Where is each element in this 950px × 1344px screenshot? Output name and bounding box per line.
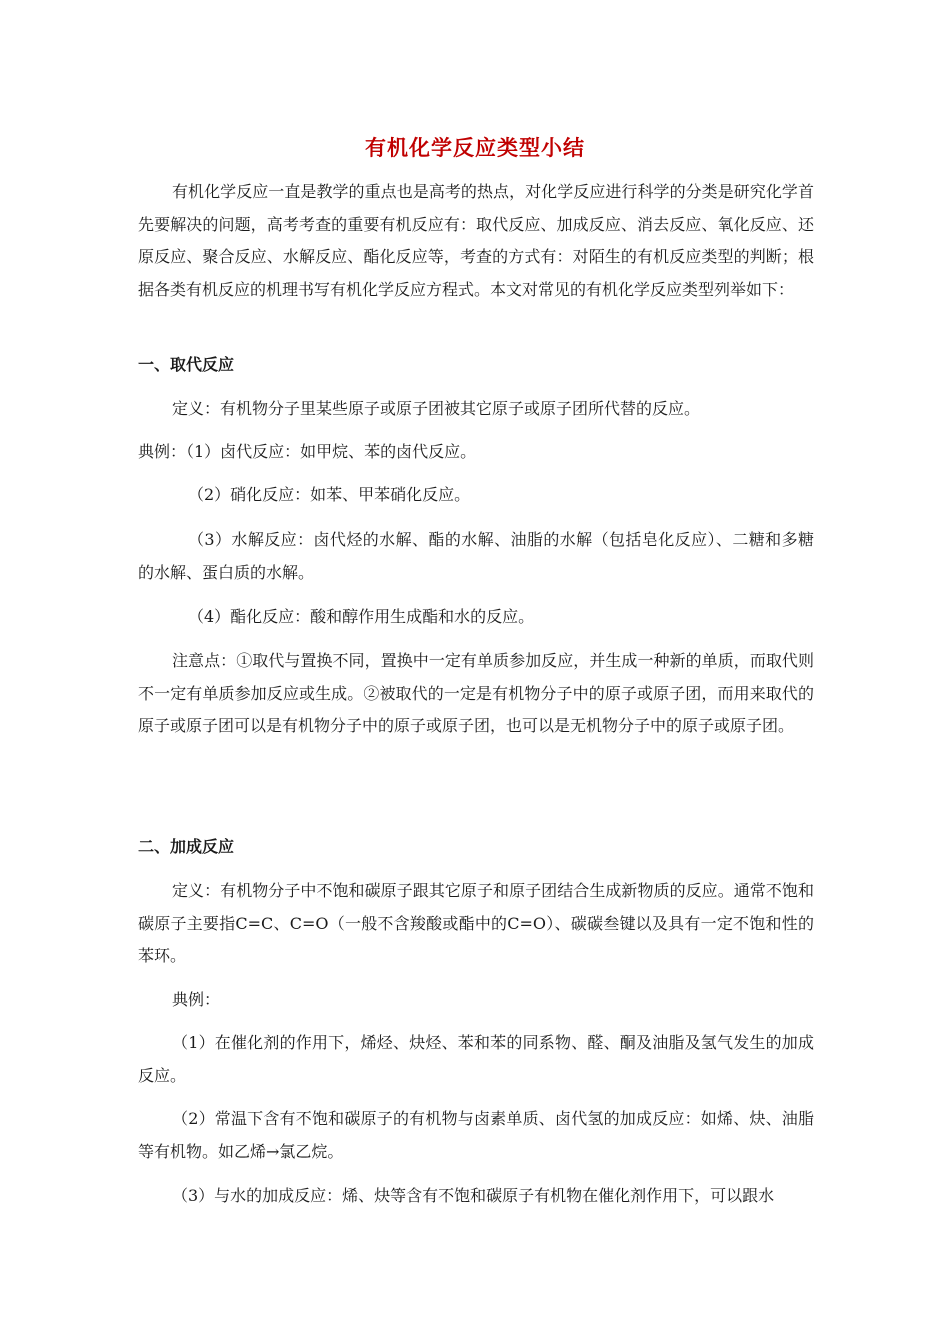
section1-example-4: （4）酯化反应：酸和醇作用生成酯和水的反应。 xyxy=(188,607,535,626)
section1-example-1: 典例：（1）卤代反应：如甲烷、苯的卤代反应。 xyxy=(138,442,477,461)
document-title: 有机化学反应类型小结 xyxy=(365,136,585,160)
section1-example-2: （2）硝化反应：如苯、甲苯硝化反应。 xyxy=(188,485,471,504)
section2-definition: 定义：有机物分子中不饱和碳原子跟其它原子和原子团结合生成新物质的反应。通常不饱和碳原子主要指C=C、C=O（一般不含羧酸或酯中的C=O）、碳碳叁键以及具有一定不饱和性的苯环。 xyxy=(138,881,814,965)
section1-heading: 一、取代反应 xyxy=(138,355,235,374)
section1-note: 注意点：①取代与置换不同，置换中一定有单质参加反应，并生成一种新的单质，而取代则不一定有单质参加反应或生成。②被取代的一定是有机物分子中的原子或原子团，而用来取代的原子或原子团可以是有机物分子中的原子或原子团，也可以是无机物分子中的原子或原子团。 xyxy=(138,651,814,735)
section2-example-1: （1）在催化剂的作用下，烯烃、炔烃、苯和苯的同系物、醛、酮及油脂及氢气发生的加成反应。 xyxy=(138,1033,814,1085)
section1-definition: 定义：有机物分子里某些原子或原子团被其它原子或原子团所代替的反应。 xyxy=(172,399,701,418)
section1-example-3: （3）水解反应：卤代烃的水解、酯的水解、油脂的水解（包括皂化反应）、二糖和多糖的水解、蛋白质的水解。 xyxy=(138,530,814,582)
section2-heading: 二、加成反应 xyxy=(138,837,235,856)
section2-example-3: （3）与水的加成反应：烯、炔等含有不饱和碳原子有机物在催化剂作用下，可以跟水 xyxy=(172,1186,775,1205)
section2-example-label: 典例： xyxy=(172,990,221,1009)
intro-paragraph: 有机化学反应一直是教学的重点也是高考的热点，对化学反应进行科学的分类是研究化学首先要解决的问题，高考考查的重要有机反应有：取代反应、加成反应、消去反应、氧化反应、还原反应、聚合反应、水解反应、酯化反应等，考查的方式有：对陌生的有机反应类型的判断；根据各类有机反应的机理书写有机化学反应方程式。本文对常见的有机化学反应类型列举如下： xyxy=(138,182,814,299)
section2-example-2: （2）常温下含有不饱和碳原子的有机物与卤素单质、卤代氢的加成反应：如烯、炔、油脂等有机物。如乙烯→氯乙烷。 xyxy=(138,1109,814,1161)
